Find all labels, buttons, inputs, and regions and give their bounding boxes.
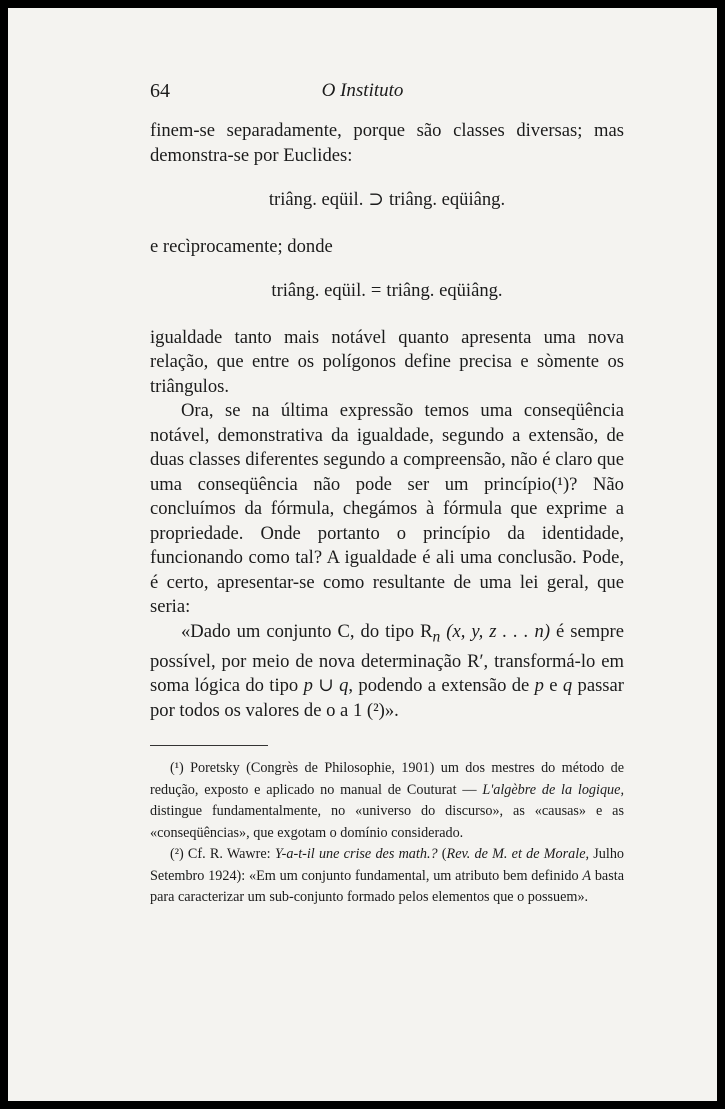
book-page <box>8 8 717 1101</box>
formula-right: triâng. eqüiâng. <box>388 189 506 210</box>
footnote-divider <box>150 745 268 746</box>
formula-left: triâng. eqüil. <box>268 189 364 210</box>
paragraph-1: finem-se separadamente, porque são classes diversas; mas demonstra-se por Euclides: <box>150 120 624 166</box>
footnote-ref-2: (²) <box>366 699 385 721</box>
footnote-1: (¹) Poretsky (Congrès de Philosophie, 1901) um dos mestres do método de redução, exposto e aplicado no manual de Couturat — L'algèbre de la logique, distingue fundamentalmente, no «universo do discurso», as «causas» e as «conseqüências», que exgotam o domínio considerado. <box>150 760 624 841</box>
formula-right: triâng. eqüiâng. <box>386 280 503 301</box>
equality-symbol: = <box>370 280 382 301</box>
logical-sum: p ∪ q <box>303 675 349 697</box>
main-text <box>150 119 624 723</box>
paragraph-4: Ora, se na última expressão temos uma conseqüência notável, demonstrativa da igualdade, segundo a extensão, de duas classes diferentes segundo a compreensão, não é claro que uma conseqüência não pode ser um princípio(¹)? Não concluímos da fórmula, chegámos à fórmula que exprime a propriedade. Onde portanto o princípio da identidade, funcionando como tal? A igualdade é ali uma conclusão. Pode, é certo, apresentar-se como resultante de uma lei geral, que seria: <box>150 400 624 617</box>
paragraph-3: igualdade tanto mais notável quanto apresenta uma nova relação, que entre os polígonos define precisa e sòmente os triângulos. <box>150 326 624 397</box>
footnote-2: (²) Cf. R. Wawre: Y-a-t-il une crise des math.? (Rev. de M. et de Morale, Julho Setembro 1924): «Em um conjunto fundamental, um atributo bem definido A basta para caracterizar um sub-conjunto formado pelos elementos que o possuem». <box>150 846 625 905</box>
running-title: O Instituto <box>321 80 404 101</box>
implication-symbol: ⊃ <box>368 189 384 210</box>
subscript-n: n <box>432 628 441 646</box>
paragraph-5-quote: «Dado um conjunto C, do tipo $R_n$ (x, y, z . . . n) é sempre possível, por meio de nova determinação R′, transformá-lo em soma lógica do tipo p ∪ q, podendo a extensão de p e q passar por todos os valores de o a 1 (²)». <box>150 620 624 721</box>
footnote-2-mark: (²) <box>170 846 184 862</box>
formula-equality <box>150 279 624 304</box>
page-number: 64 <box>150 80 170 102</box>
footnote-ref-1: (¹) <box>551 473 570 495</box>
formula-implication <box>150 188 624 213</box>
footnotes <box>150 758 624 909</box>
footnote-1-mark: (¹) <box>170 760 184 776</box>
formula-left: triâng. eqüil. <box>271 280 366 301</box>
paragraph-2: e recìprocamente; donde <box>150 235 333 257</box>
type-arguments: (x, y, z . . . n) <box>446 620 551 642</box>
page-header <box>8 80 717 110</box>
